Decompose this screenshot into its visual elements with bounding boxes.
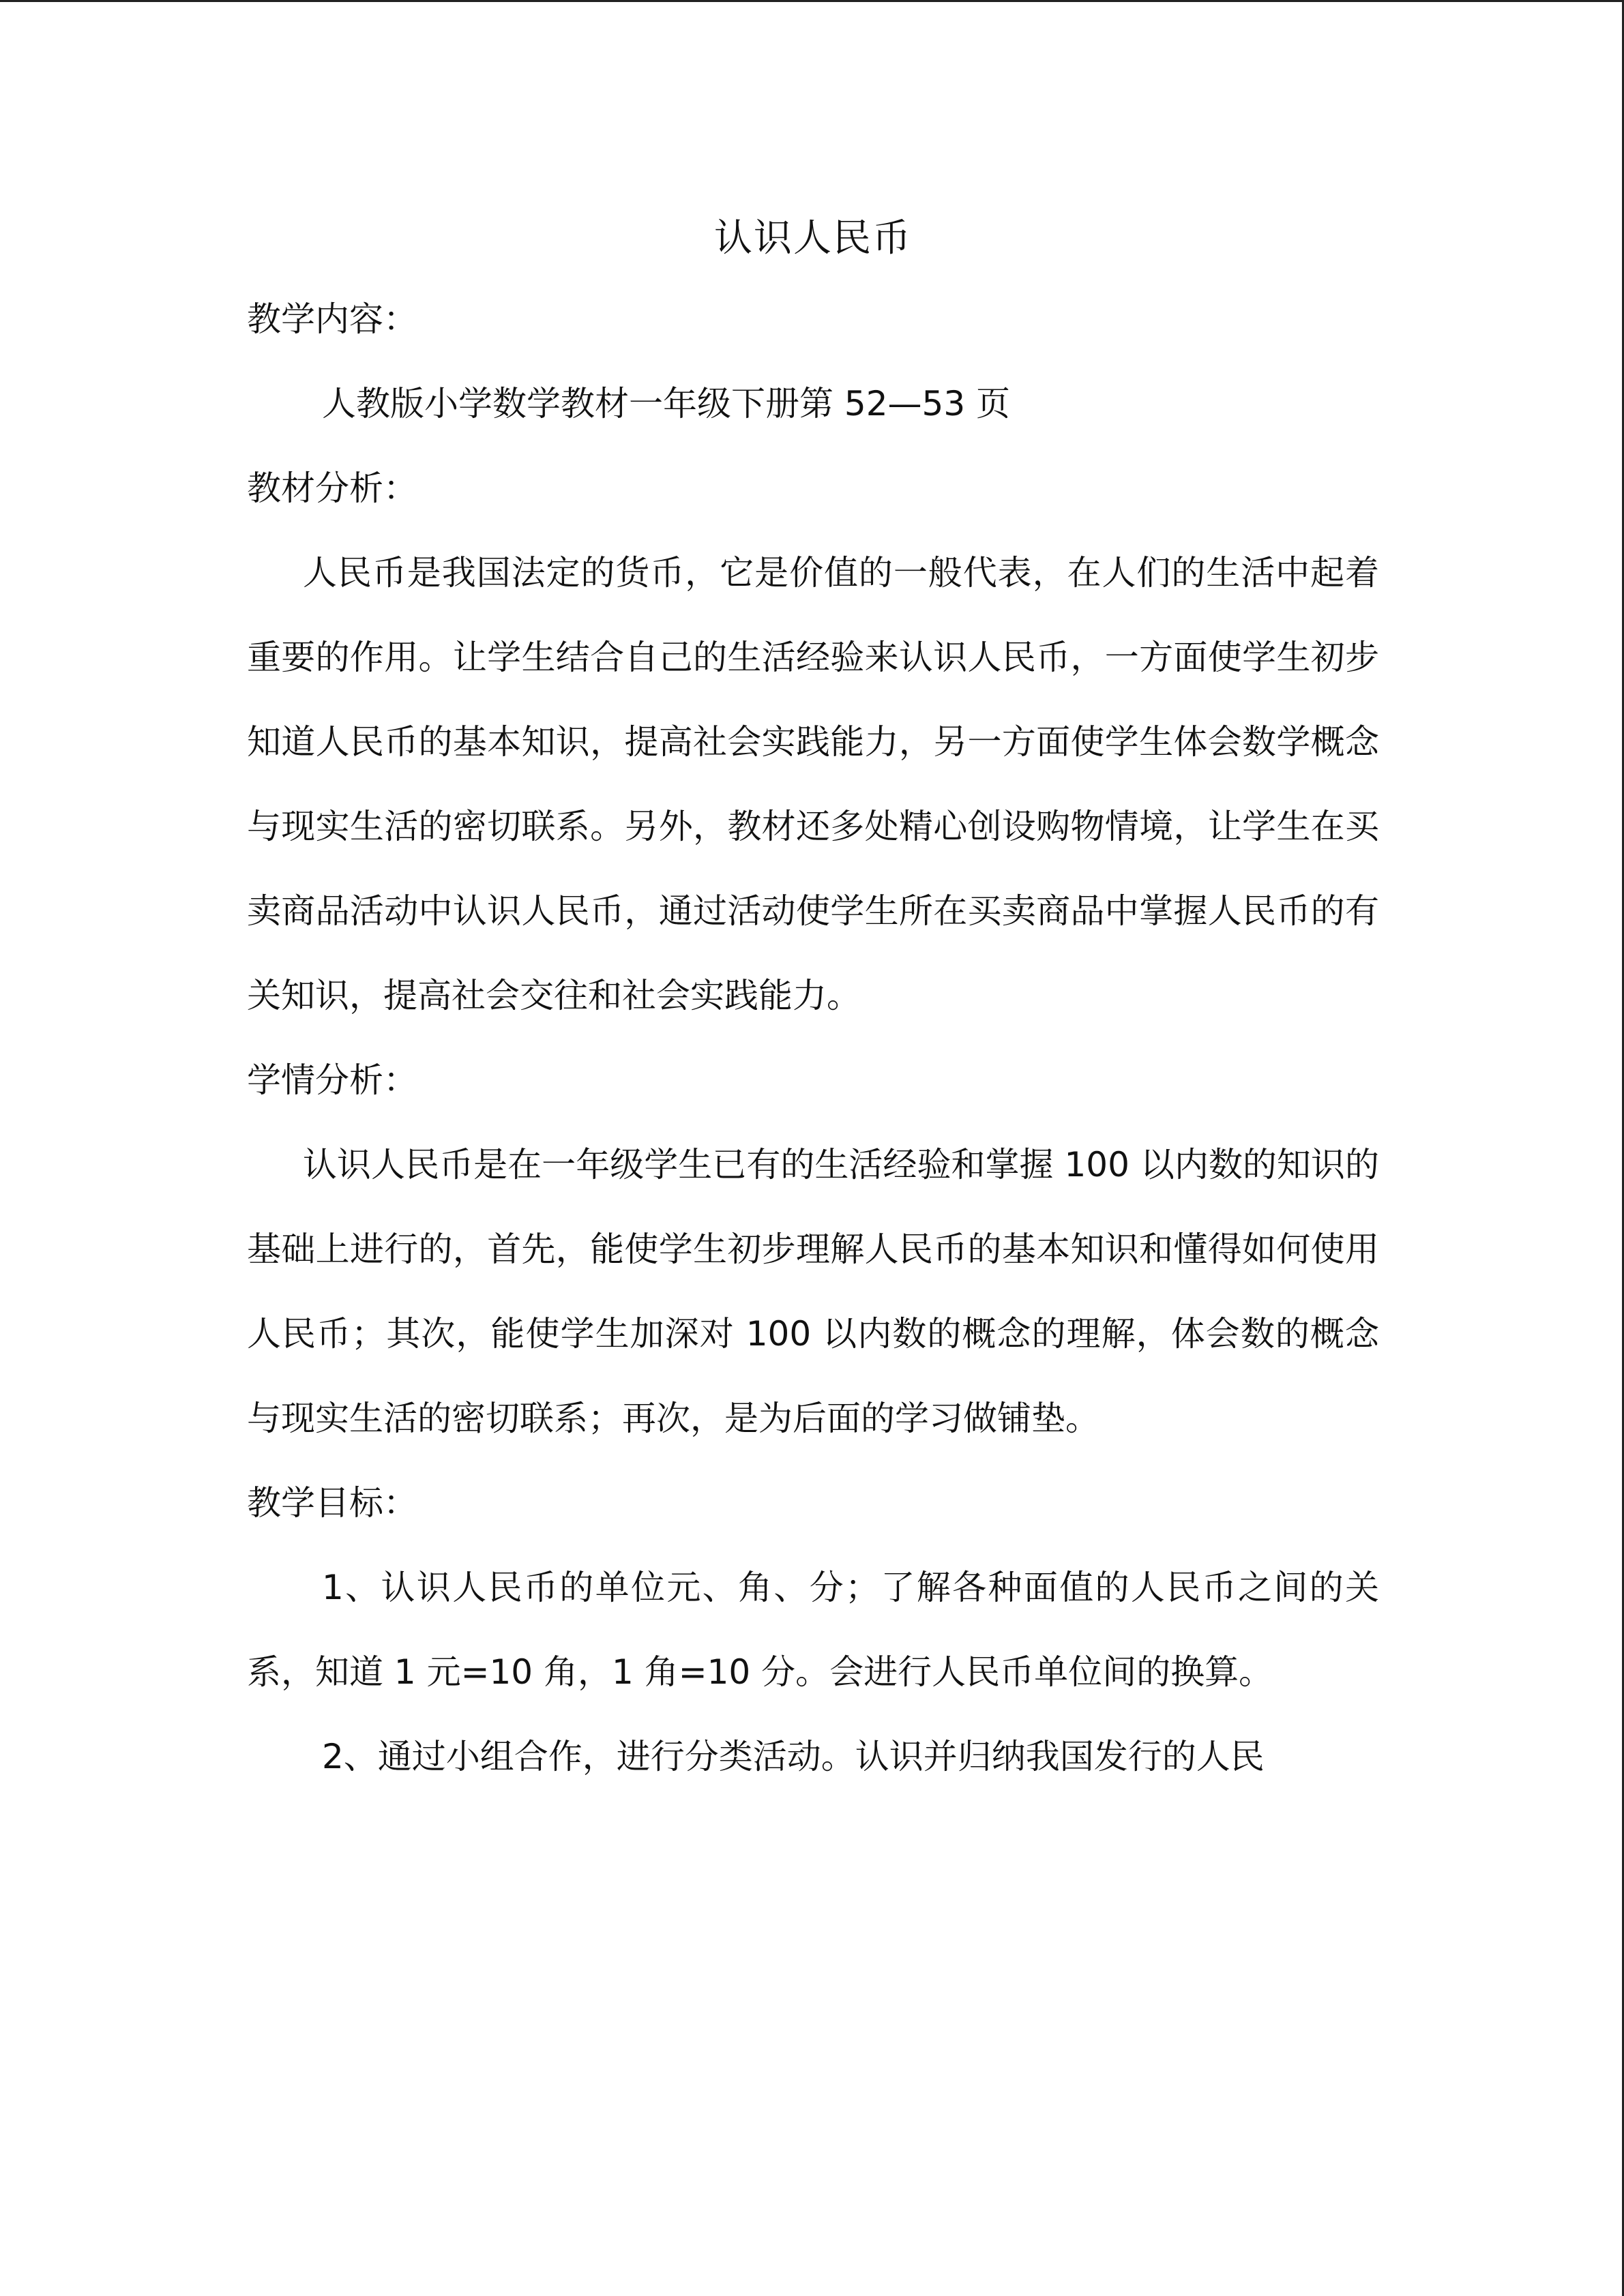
- section-text-content: 人教版小学数学教材一年级下册第 52—53 页: [322, 384, 1011, 423]
- document-body: [247, 205, 1379, 1799]
- goal-item-2: 2、通过小组合作，进行分类活动。认识并归纳我国发行的人民: [322, 1737, 1265, 1776]
- section-heading-content: 教学内容：: [247, 299, 417, 339]
- section-heading-student: 学情分析：: [247, 1060, 417, 1100]
- section-text-student: 认识人民币是在一年级学生已有的生活经验和掌握 100 以内数的知识的基础上进行的，首先，能使学生初步理解人民币的基本知识和懂得如何使用人民币；其次，能使学生加深对 100 以内数的概念的理解，体会数的概念与现实生活的密切联系；再次，是为后面的学习做铺垫。: [247, 1145, 1379, 1438]
- section-heading-material: 教材分析：: [247, 468, 417, 508]
- section-text-material: 人民币是我国法定的货币，它是价值的一般代表，在人们的生活中起着重要的作用。让学生结合自己的生活经验来认识人民币，一方面使学生初步知道人民币的基本知识，提高社会实践能力，另一方面使学生体会数学概念与现实生活的密切联系。另外，教材还多处精心创设购物情境，让学生在买卖商品活动中认识人民币，通过活动使学生所在买卖商品中掌握人民币的有关知识，提高社会交往和社会实践能力。: [247, 553, 1379, 1015]
- section-heading-goals: 教学目标：: [247, 1483, 417, 1523]
- document-title: 认识人民币: [714, 216, 912, 260]
- goal-item-1: 1、认识人民币的单位元、角、分；了解各种面值的人民币之间的关系，知道 1 元=10 角，1 角=10 分。会进行人民币单位间的换算。: [247, 1568, 1379, 1692]
- page-border-top: [0, 0, 1624, 2]
